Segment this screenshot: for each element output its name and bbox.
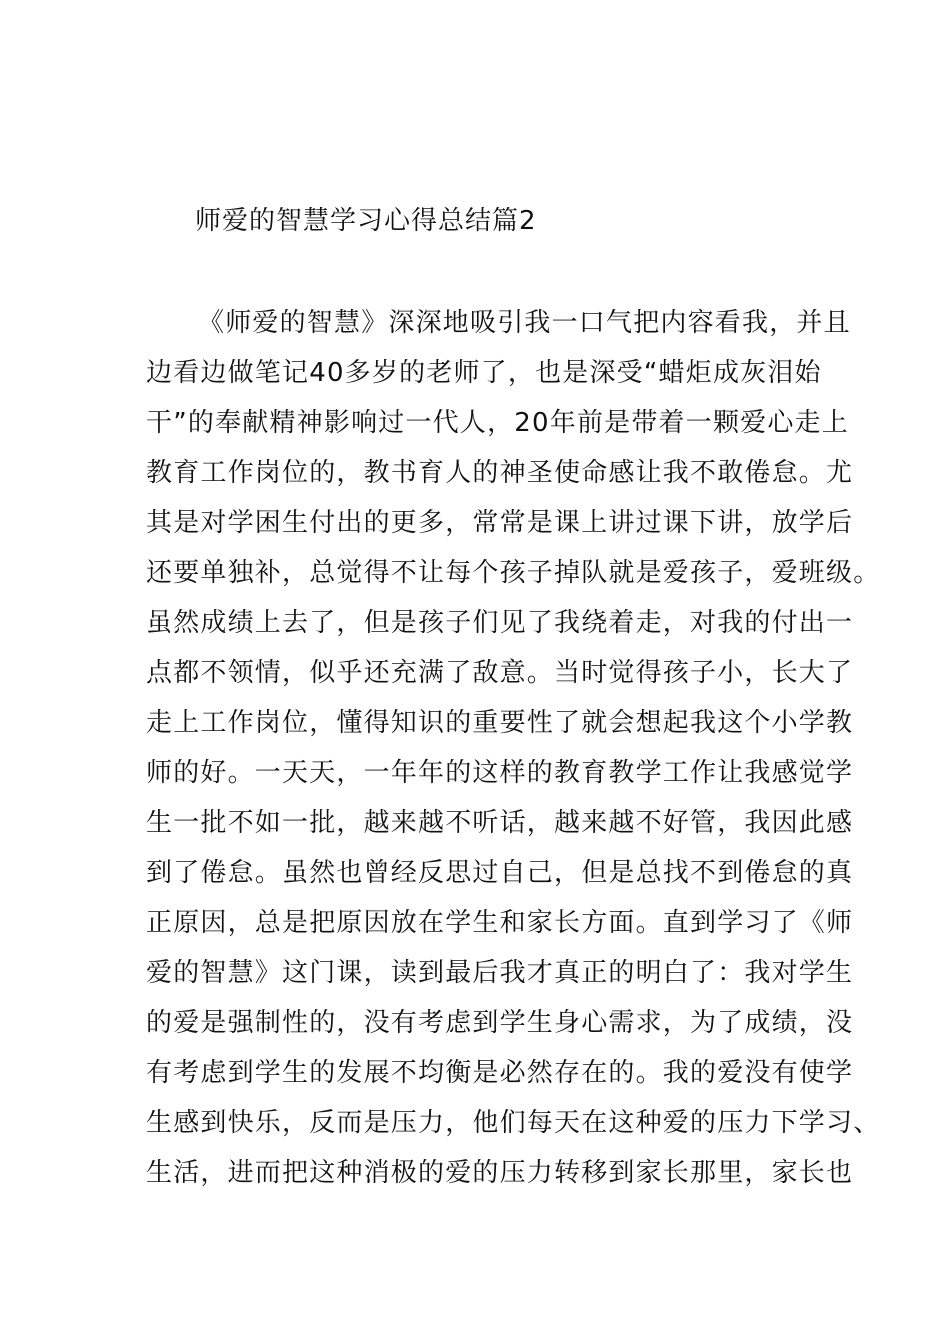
text-line: 生活，进而把这种消极的爱的压力转移到家长那里，家长也 xyxy=(146,1158,854,1188)
text-line: 师的好。一天天，一年年的这样的教育教学工作让我感觉学 xyxy=(146,758,854,788)
text-line: 教育工作岗位的，教书育人的神圣使命感让我不敢倦怠。尤 xyxy=(146,458,854,488)
text-line: 有考虑到学生的发展不均衡是必然存在的。我的爱没有使学 xyxy=(146,1058,854,1088)
document-title: 师爱的智慧学习心得总结篇2 xyxy=(195,206,537,236)
text-line: 正原因，总是把原因放在学生和家长方面。直到学习了《师 xyxy=(146,908,854,938)
text-line: 爱的智慧》这门课，读到最后我才真正的明白了：我对学生 xyxy=(146,958,854,988)
text-line: 到了倦怠。虽然也曾经反思过自己，但是总找不到倦怠的真 xyxy=(146,858,854,888)
text-line: 点都不领情，似乎还充满了敌意。当时觉得孩子小，长大了 xyxy=(146,658,854,688)
text-line: 生感到快乐，反而是压力，他们每天在这种爱的压力下学习、 xyxy=(146,1108,881,1138)
text-line: 《师爱的智慧》深深地吸引我一口气把内容看我，并且 xyxy=(198,308,851,338)
text-line: 边看边做笔记40多岁的老师了，也是深受“蜡炬成灰泪始 xyxy=(146,358,822,388)
text-line: 虽然成绩上去了，但是孩子们见了我绕着走，对我的付出一 xyxy=(146,608,854,638)
text-line: 的爱是强制性的，没有考虑到学生身心需求，为了成绩，没 xyxy=(146,1008,854,1038)
document-body xyxy=(146,298,881,1198)
text-line: 生一批不如一批，越来越不听话，越来越不好管，我因此感 xyxy=(146,808,854,838)
text-line: 还要单独补，总觉得不让每个孩子掉队就是爱孩子，爱班级。 xyxy=(146,558,881,588)
text-line: 走上工作岗位，懂得知识的重要性了就会想起我这个小学教 xyxy=(146,708,854,738)
text-line: 干”的奉献精神影响过一代人，20年前是带着一颗爱心走上 xyxy=(146,408,849,438)
text-line: 其是对学困生付出的更多，常常是课上讲过课下讲，放学后 xyxy=(146,508,854,538)
